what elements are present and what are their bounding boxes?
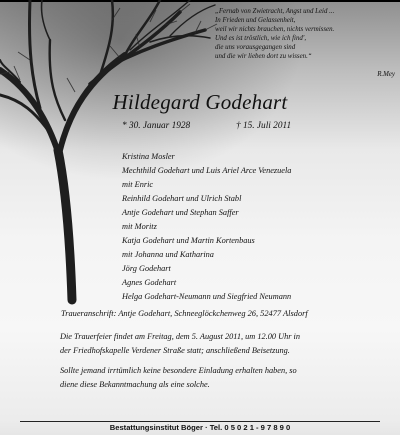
survivor-line: Kristina Mosler	[122, 152, 175, 161]
funeral-line: Die Trauerfeier findet am Freitag, dem 5. August 2011, um 12.00 Uhr in	[60, 332, 300, 341]
quote-line: Und es ist tröstlich, wie ich find',	[215, 34, 307, 42]
quote-line: „Fernab von Zwietracht, Angst und Leid ...	[215, 8, 335, 15]
survivor-line: Reinhild Godehart und Ulrich Stabl	[122, 194, 242, 204]
survivors-list	[122, 150, 291, 305]
survivor-line: Katja Godehart und Martin Kortenbaus	[122, 236, 255, 246]
survivor-line: Agnes Godehart	[122, 278, 177, 288]
mourning-address: Traueranschrift: Antje Godehart, Schneeglöckchenweg 26, 52477 Alsdorf	[61, 309, 308, 318]
funeral-info	[60, 330, 370, 358]
survivor-line: mit Moritz	[122, 222, 157, 232]
quote-line: die uns vorausgegangen sind	[215, 43, 296, 51]
deceased-name: Hildegard Godehart	[112, 90, 288, 114]
note-line: diene diese Bekanntmachung als eine solche.	[60, 380, 210, 389]
quote-line: weil wir nichts brauchen, nichts vermissen.	[215, 25, 335, 33]
survivor-line: mit Johanna und Katharina	[122, 250, 214, 260]
note-line: Sollte jemand irrtümlich keine besondere Einladung erhalten haben, so	[60, 366, 297, 375]
undertaker-contact: Bestattungsinstitut Böger · Tel. 0 5 0 2 1 - 9 7 8 9 0	[109, 423, 291, 432]
death-date: † 15. Juli 2011	[236, 121, 292, 131]
survivor-line: Jörg Godehart	[122, 264, 171, 274]
survivor-line: Mechthild Godehart und Luis Ariel Arce Venezuela	[122, 166, 292, 176]
poem-quote	[215, 8, 395, 61]
survivor-line: Antje Godehart und Stephan Saffer	[122, 208, 239, 218]
survivor-line: Helga Godehart-Neumann und Siegfried Neumann	[122, 292, 292, 302]
invitation-note	[60, 364, 370, 392]
funeral-line: der Friedhofskapelle Verdener Straße statt; anschließend Beisetzung.	[60, 346, 290, 355]
survivor-line: mit Enric	[122, 180, 154, 190]
quote-line: In Frieden und Gelassenheit,	[215, 16, 296, 24]
quote-line: und die wir lieben dort zu wissen.“	[215, 52, 312, 60]
quote-author: R.Mey	[377, 71, 395, 78]
birth-date: * 30. Januar 1928	[122, 121, 191, 131]
